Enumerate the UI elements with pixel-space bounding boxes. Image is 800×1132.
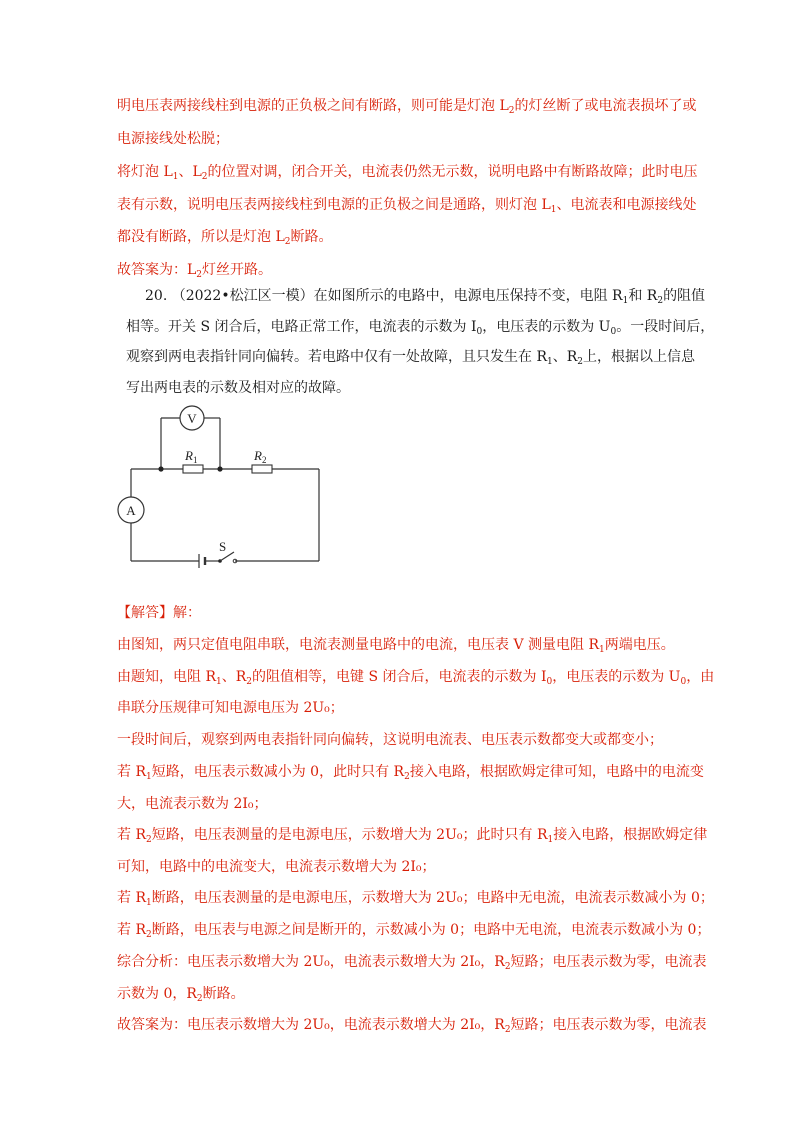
circuit-diagram bbox=[110, 400, 330, 570]
answer-line-1: 由图知，两只定值电阻串联，电流表测量电路中的电流，电压表 V 测量电阻 $R_1$两端电压。 bbox=[117, 637, 675, 655]
prev-line-3: 将灯泡 $L_1$、$L_2$的位置对调，闭合开关，电流表仍然无示数，说明电路中有断路故障；此时电压 bbox=[117, 164, 698, 182]
r1-label: $R_1$ bbox=[185, 448, 198, 465]
answer-line-4: 一段时间后，观察到两电表指针同向偏转，这说明电流表、电压表示数都变大或都变小； bbox=[117, 732, 663, 748]
prev-line-5: 都没有断路，所以是灯泡 $L_2$断路。 bbox=[117, 229, 333, 247]
answer-line-13: 故答案为：电压表示数增大为 2U₀，电流表示数增大为 2I₀，$R_2$短路；电压表示数为零，电流表 bbox=[117, 1017, 707, 1035]
question-line-3: 观察到两电表指针同向偏转。若电路中仅有一处故障，且只发生在 $R_1$、$R_2$上，根据以上信息 bbox=[126, 349, 696, 367]
answer-heading: 【解答】解： bbox=[117, 605, 201, 621]
resistor-r1 bbox=[183, 465, 203, 473]
answer-line-7: 若 $R_2$短路，电压表测量的是电源电压，示数增大为 2U₀；此时只有 $R_1$接入电路，根据欧姆定律 bbox=[117, 827, 708, 845]
question-line-2: 相等。开关 S 闭合后，电路正常工作，电流表的示数为 $I_0$，电压表的示数为 $U_0$。一段时间后， bbox=[126, 319, 715, 337]
answer-line-3: 串联分压规律可知电源电压为 2U₀； bbox=[117, 700, 344, 716]
question-line-1: 20. （2022•松江区一模）在如图所示的电路中，电源电压保持不变，电阻 $R_1$和 $R_2$的阻值 bbox=[145, 288, 706, 306]
prev-line-1: 明电压表两接线柱到电源的正负极之间有断路，则可能是灯泡 $L_2$的灯丝断了或电流表损坏了或 bbox=[117, 98, 697, 116]
answer-line-5: 若 $R_1$短路，电压表示数减小为 0，此时只有 $R_2$接入电路，根据欧姆定律可知，电路中的电流变 bbox=[117, 764, 704, 782]
ammeter-label: A bbox=[126, 503, 136, 518]
answer-line-12: 示数为 0，$R_2$断路。 bbox=[117, 986, 245, 1004]
junction-left bbox=[158, 466, 163, 471]
question-line-4: 写出两电表的示数及相对应的故障。 bbox=[126, 380, 350, 396]
answer-line-9: 若 $R_1$断路，电压表测量的是电源电压，示数增大为 2U₀；电路中无电流，电流表示数减小为 0； bbox=[117, 890, 714, 908]
answer-line-10: 若 $R_2$断路，电压表与电源之间是断开的，示数减小为 0；电路中无电流，电流表示数减小为 0； bbox=[117, 922, 711, 940]
answer-line-8: 可知，电路中的电流变大，电流表示数增大为 2I₀； bbox=[117, 859, 436, 875]
r2-label: $R_2$ bbox=[254, 448, 267, 465]
battery-symbol bbox=[199, 554, 205, 568]
junction-right bbox=[217, 466, 222, 471]
prev-line-4: 表有示数，说明电压表两接线柱到电源的正负极之间是通路，则灯泡 $L_1$、电流表和电源接线处 bbox=[117, 197, 697, 215]
voltmeter-label: V bbox=[187, 411, 197, 426]
answer-line-2: 由题知，电阻 $R_1$、$R_2$的阻值相等，电键 S 闭合后，电流表的示数为 $I_0$，电压表的示数为 $U_0$，由 bbox=[117, 669, 715, 687]
resistor-r2 bbox=[252, 465, 272, 473]
prev-answer-line: 故答案为：$L_2$灯丝开路。 bbox=[117, 262, 273, 280]
answer-line-11: 综合分析：电压表示数增大为 2U₀，电流表示数增大为 2I₀，$R_2$短路；电压表示数为零，电流表 bbox=[117, 954, 707, 972]
switch-label: S bbox=[219, 539, 227, 554]
answer-line-6: 大，电流表示数为 2I₀； bbox=[117, 796, 268, 812]
prev-line-2: 电源接线处松脱； bbox=[117, 131, 229, 147]
